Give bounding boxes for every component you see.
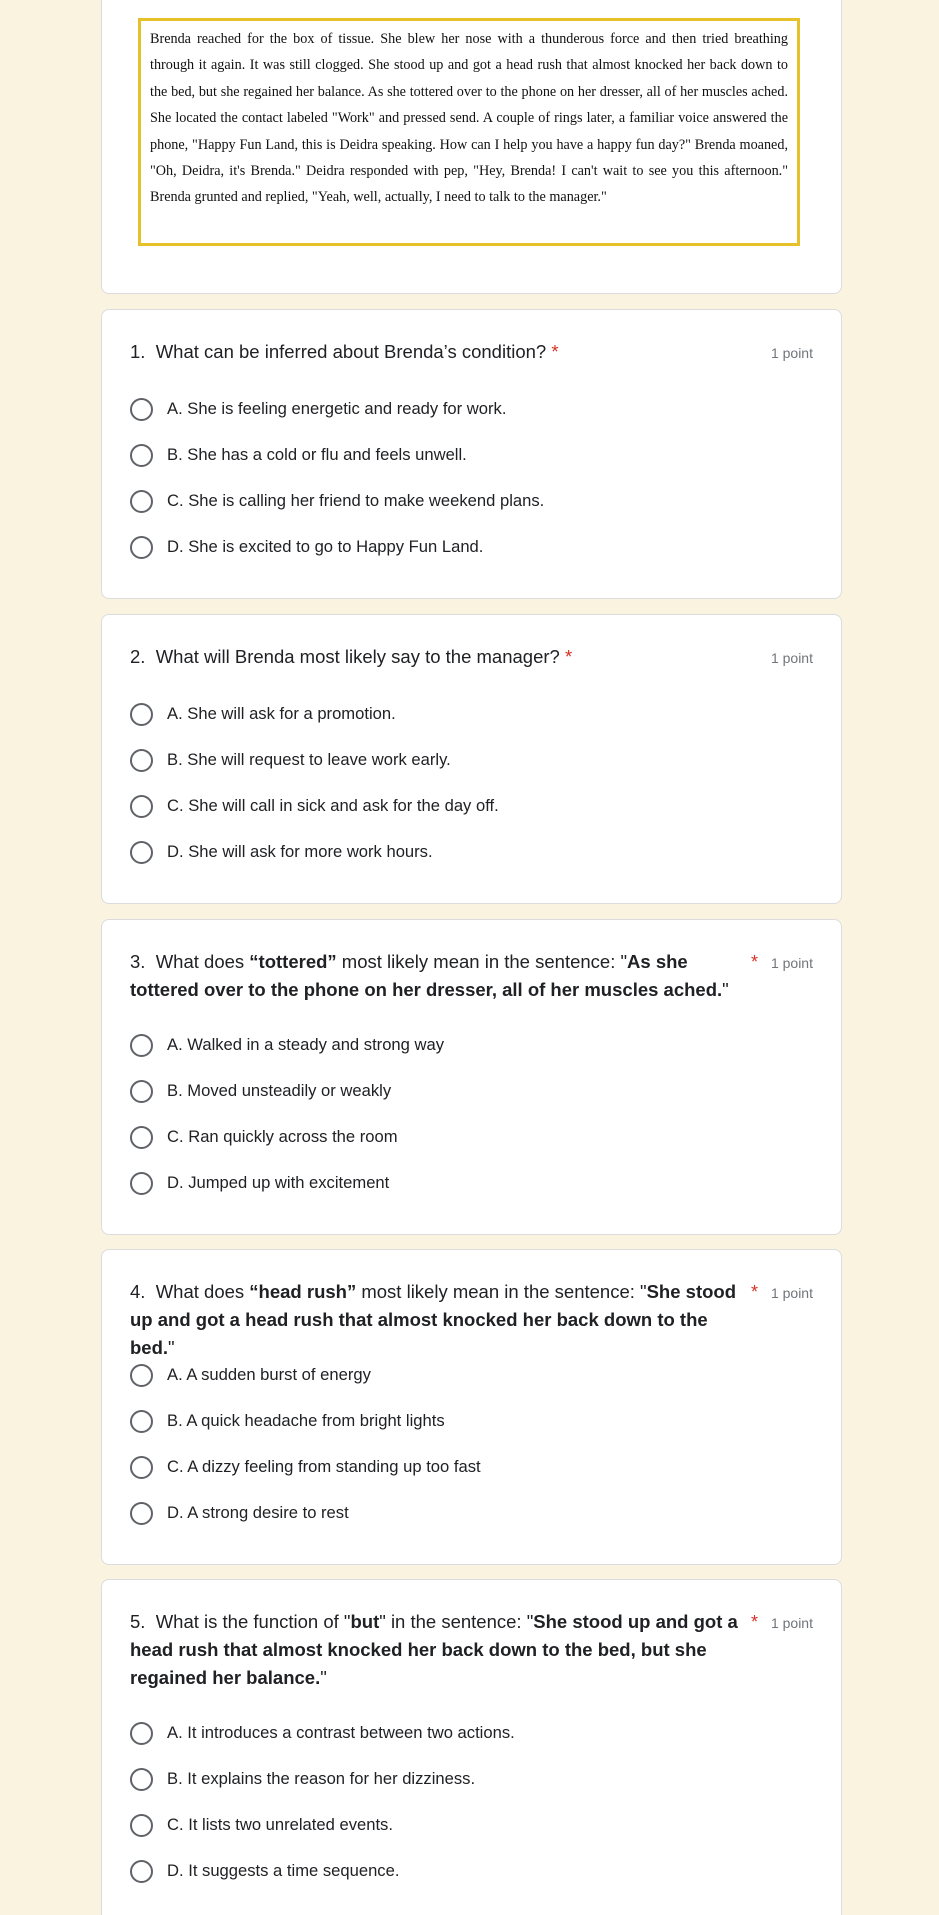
radio-button[interactable]	[130, 444, 153, 467]
option-label: D. Jumped up with excitement	[167, 1173, 390, 1192]
option-label: B. She will request to leave work early.	[167, 750, 451, 769]
radio-button[interactable]	[130, 795, 153, 818]
option-label: C. She is calling her friend to make weekend plans.	[167, 491, 545, 510]
question-number: 5.	[130, 1611, 146, 1632]
option-label: D. She is excited to go to Happy Fun Land.	[167, 537, 484, 556]
question-text: most likely mean in the sentence: "	[336, 951, 628, 972]
required-asterisk: *	[750, 1612, 758, 1632]
option-c[interactable]	[130, 478, 810, 524]
radio-button[interactable]	[130, 1722, 153, 1745]
question-points: 1 point	[770, 345, 813, 361]
option-b[interactable]	[130, 432, 810, 478]
target-word: “head rush”	[249, 1281, 357, 1302]
option-c[interactable]	[130, 1802, 810, 1848]
question-title	[130, 338, 744, 366]
option-c[interactable]	[130, 783, 810, 829]
question-text: What will Brenda most likely say to the manager?	[155, 646, 560, 667]
radio-button[interactable]	[130, 490, 153, 513]
option-label: C. She will call in sick and ask for the day off.	[167, 796, 499, 815]
option-label: D. It suggests a time sequence.	[167, 1861, 400, 1880]
question-title	[130, 1608, 744, 1692]
question-text: "	[722, 979, 729, 1000]
option-label: A. It introduces a contrast between two actions.	[167, 1723, 515, 1742]
option-d[interactable]	[130, 1160, 810, 1206]
radio-button[interactable]	[130, 1860, 153, 1883]
radio-button[interactable]	[130, 1410, 153, 1433]
question-text: What can be inferred about Brenda’s condition?	[155, 341, 547, 362]
radio-button[interactable]	[130, 1080, 153, 1103]
question-text: most likely mean in the sentence: "	[356, 1281, 647, 1302]
radio-button[interactable]	[130, 1364, 153, 1387]
required-asterisk: *	[750, 1282, 758, 1302]
radio-button[interactable]	[130, 841, 153, 864]
quoted-sentence: As she tottered over to the phone on her dresser, all of her muscles ached.	[130, 951, 723, 1000]
question-title	[130, 948, 744, 1004]
radio-button[interactable]	[130, 536, 153, 559]
quoted-sentence: She stood up and got a head rush that almost knocked her back down to the bed.	[130, 1281, 737, 1358]
radio-button[interactable]	[130, 1502, 153, 1525]
option-b[interactable]	[130, 1068, 810, 1114]
question-points: 1 point	[770, 1285, 813, 1301]
question-title	[130, 643, 744, 671]
quoted-sentence: She stood up and got a head rush that almost knocked her back down to the bed, but she regained her balance.	[130, 1611, 738, 1688]
radio-button[interactable]	[130, 1172, 153, 1195]
radio-button[interactable]	[130, 1768, 153, 1791]
question-text: What does	[155, 1281, 250, 1302]
question-points: 1 point	[770, 1615, 813, 1631]
option-b[interactable]	[130, 1756, 810, 1802]
passage-text: Brenda reached for the box of tissue. She blew her nose with a thunderous force and then tried breathing through it again. It was still clogged. She stood up and got a head rush that almost knocked her back down to the bed, but she regained her balance. As she tottered over to the phone on her dresser, all of her muscles ached. She located the contact labeled "Work" and pressed send. A couple of rings later, a familiar voice answered the phone, "Happy Fun Land, this is Deidra speaking. How can I help you have a happy fun day?" Brenda moaned, "Oh, Deidra, it's Brenda." Deidra responded with pep, "Hey, Brenda! I can't wait to see you this afternoon." Brenda grunted and replied, "Yeah, well, actually, I need to talk to the manager."	[138, 18, 800, 246]
options-list	[130, 1710, 810, 1894]
option-label: A. A sudden burst of energy	[167, 1365, 371, 1384]
question-text: What does	[155, 951, 250, 972]
question-text: "	[168, 1337, 175, 1358]
option-label: A. She is feeling energetic and ready for work.	[167, 399, 507, 418]
option-a[interactable]	[130, 1352, 810, 1398]
target-word: but	[350, 1611, 380, 1632]
question-card-1	[101, 309, 842, 599]
option-label: D. A strong desire to rest	[167, 1503, 349, 1522]
options-list	[130, 386, 810, 570]
question-points: 1 point	[770, 650, 813, 666]
option-c[interactable]	[130, 1114, 810, 1160]
radio-button[interactable]	[130, 1034, 153, 1057]
radio-button[interactable]	[130, 749, 153, 772]
option-d[interactable]	[130, 1848, 810, 1894]
question-points: 1 point	[770, 955, 813, 971]
question-card-2	[101, 614, 842, 904]
option-label: C. It lists two unrelated events.	[167, 1815, 393, 1834]
option-d[interactable]	[130, 829, 810, 875]
option-d[interactable]	[130, 1490, 810, 1536]
radio-button[interactable]	[130, 398, 153, 421]
question-title	[130, 1278, 744, 1362]
radio-button[interactable]	[130, 1126, 153, 1149]
radio-button[interactable]	[130, 703, 153, 726]
question-card-3	[101, 919, 842, 1235]
option-a[interactable]	[130, 386, 810, 432]
option-label: D. She will ask for more work hours.	[167, 842, 433, 861]
option-label: B. Moved unsteadily or weakly	[167, 1081, 392, 1100]
option-label: A. Walked in a steady and strong way	[167, 1035, 445, 1054]
radio-button[interactable]	[130, 1456, 153, 1479]
required-asterisk: *	[750, 952, 758, 972]
options-list	[130, 1352, 810, 1536]
question-card-4	[101, 1249, 842, 1565]
options-list	[130, 691, 810, 875]
question-number: 2.	[130, 646, 146, 667]
passage-card	[101, 0, 842, 294]
option-d[interactable]	[130, 524, 810, 570]
question-number: 4.	[130, 1281, 146, 1302]
option-label: A. She will ask for a promotion.	[167, 704, 396, 723]
option-label: B. She has a cold or flu and feels unwell.	[167, 445, 467, 464]
option-a[interactable]	[130, 1022, 810, 1068]
option-b[interactable]	[130, 1398, 810, 1444]
required-asterisk: *	[564, 646, 573, 667]
question-number: 3.	[130, 951, 146, 972]
question-text: "	[320, 1667, 327, 1688]
question-text: " in the sentence: "	[379, 1611, 534, 1632]
question-number: 1.	[130, 341, 146, 362]
target-word: “tottered”	[249, 951, 337, 972]
question-card-5	[101, 1579, 842, 1915]
option-c[interactable]	[130, 1444, 810, 1490]
option-label: C. A dizzy feeling from standing up too fast	[167, 1457, 481, 1476]
option-label: B. A quick headache from bright lights	[167, 1411, 445, 1430]
options-list	[130, 1022, 810, 1206]
required-asterisk: *	[551, 341, 559, 362]
option-a[interactable]	[130, 691, 810, 737]
radio-button[interactable]	[130, 1814, 153, 1837]
question-text: What is the function of "	[155, 1611, 351, 1632]
option-label: B. It explains the reason for her dizziness.	[167, 1769, 476, 1788]
option-label: C. Ran quickly across the room	[167, 1127, 398, 1146]
option-a[interactable]	[130, 1710, 810, 1756]
option-b[interactable]	[130, 737, 810, 783]
